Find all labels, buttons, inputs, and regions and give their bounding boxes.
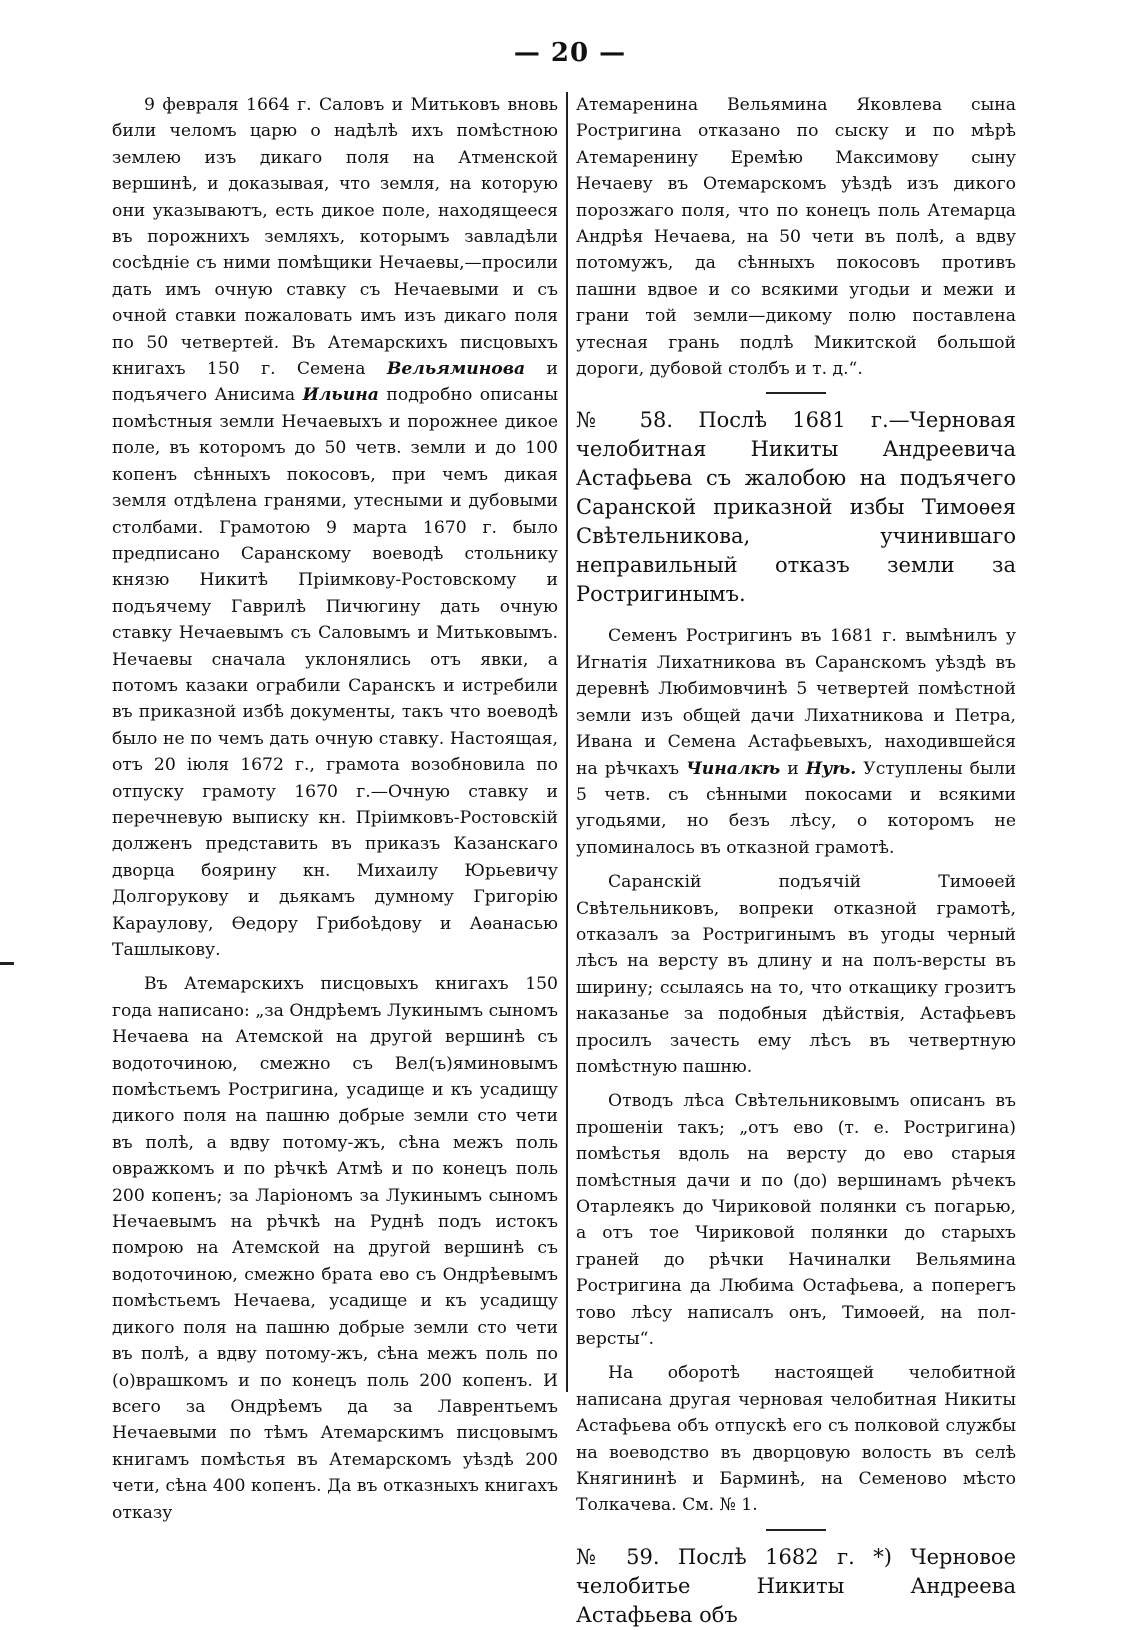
column-divider	[566, 92, 568, 1392]
right-column	[576, 92, 1016, 1630]
river-chinalka: Чиналкѣ	[686, 758, 781, 779]
paragraph-reverse-side: На оборотѣ настоящей челобитной написана другая черновая челобитная Никиты Астафьева объ отпускѣ его съ полковой службы на воеводство въ дворцовую волость въ селѣ Княгининѣ и Барминѣ, на Семеново мѣсто Толкачева. См. № 1.	[576, 1363, 1016, 1516]
river-nuya: Нуѣ.	[805, 758, 857, 779]
paragraph-atemar-books: Въ Атемарскихъ писцовыхъ книгахъ 150 года написано: „за Ондрѣемъ Лукинымъ сыномъ Нечаева на Атемской на другой вершинѣ съ водоточиною, смежно съ Вел(ъ)яминовымъ помѣстьемъ Ростригина, усадище и къ усадищу дикого поля на пашню добрые земли сто чети въ полѣ, а вдву потому-жъ, сѣна межъ поль овражкомъ и по рѣчкѣ Атмѣ и по конецъ поль 200 копенъ; за Ларіономъ за Лукинымъ сыномъ Нечаевымъ на рѣчкѣ на Руднѣ подъ истокъ помрою на Атемской на другой вершинѣ съ водоточиною, смежно брата ево съ Ондрѣевымъ помѣстьемъ Нечаева, усадище и къ усадищу дикого поля на пашню добрые земли сто чети въ полѣ, а вдву потому-жъ, сѣна межъ поль по (о)врашкомъ и по конецъ поль 200 копенъ. И всего за Ондрѣемъ да за Лаврентьемъ Нечаевыми по тѣмъ Атемарскимъ писцовымъ книгамъ помѣстья въ Атемарскомъ уѣздѣ 200 чети, сѣна 400 копенъ. Да въ отказныхъ книгахъ отказу	[112, 974, 558, 1523]
paragraph-continuation: Атемаренина Вельямина Яковлева сына Ростригина отказано по сыску и по мѣрѣ Атемаренину Еремѣю Максимову сыну Нечаеву въ Отемарскомъ уѣздѣ изъ дикого порозжаго поля, что по конецъ поль Атемарца Андрѣя Нечаева, на 50 чети въ полѣ, а вдву потомужъ, да сѣнныхъ покосовъ противъ пашни вдвое и со всякими угодьи и межи и грани той земли—дикому полю поставлена утесная грань подлѣ Микитской большой дороги, дубовой столбъ и т. д.“.	[576, 95, 1016, 380]
text-segment: подробно описаны помѣстныя земли Нечаевыхъ и порожнее дикое поле, въ которомъ до 50 четв. земли и до 100 копенъ сѣнныхъ покосовъ, при чемъ дикая земля отдѣлена гранями, утесными и дубовыми столбами. Грамотою 9 марта 1670 г. было предписано Саранскому воеводѣ стольнику князю Никитѣ Пріимкову-Ростовскому и подъячему Гаврилѣ Пичюгину дать очную ставку Нечаевымъ съ Саловымъ и Митьковымъ. Нечаевы сначала уклонялись отъ явки, а потомъ казаки ограбили Саранскъ и истребили въ приказной избѣ документы, такъ что воеводѣ было не по чемъ дать очную ставку. Настоящая, отъ 20 іюля 1672 г., грамота возобновила по отпуску грамоту 1670 г.—Очную ставку и перечневую выписку кн. Пріимковъ-Ростовскій долженъ представить въ приказъ Казанскаго дворца боярину кн. Михаилу Юрьевичу Долгорукову и дьякамъ думному Григорію Караулову, Ѳедору Грибоѣдову и Аѳанасью Ташлыкову.	[112, 385, 559, 960]
section-separator	[766, 1529, 826, 1531]
name-velyaminov: Вельяминова	[386, 359, 526, 380]
text-segment: и	[787, 758, 799, 779]
page-number: — 20 —	[513, 38, 627, 68]
paragraph-forest-allotment: Отводъ лѣса Свѣтельниковымъ описанъ въ прошеніи такъ; „отъ ево (т. е. Ростригина) помѣстья вдоль на версту до ево старыя помѣстныя дачи и по (до) вершинамъ рѣчекъ Отарлеякъ до Чириковой полянки съ погарью, а отъ тое Чириковой полянки до старыхъ граней до рѣчки Начиналки Вельямина Ростригина да Любима Остафьева, а поперегъ тово лѣсу написалъ онъ, Тимоѳей, на пол-версты“.	[576, 1091, 1016, 1350]
margin-mark	[0, 962, 14, 965]
heading-no-59: № 59. Послѣ 1682 г. *) Черновое челобитье Никиты Андреева Астафьева объ	[576, 1544, 1016, 1627]
heading-no-58: № 58. Послѣ 1681 г.—Черновая челобитная Никиты Андреевича Астафьева съ жалобою на подъячего Саранской приказной избы Тимоѳея Свѣтельникова, учинившаго неправильный отказъ земли за Ростригинымъ.	[576, 408, 1016, 607]
text-segment: и подъячего Анисима	[112, 359, 559, 406]
left-column	[112, 92, 558, 1526]
paragraph-rostrigin-1681	[576, 623, 1016, 861]
section-separator	[766, 392, 826, 394]
paragraph-svetelnikov: Саранскій подъячій Тимоѳей Свѣтельниковъ, вопреки отказной грамотѣ, отказалъ за Ростригинымъ въ угоды черный лѣсъ на версту въ длину и на полъ-версты въ ширину; ссылаясь на то, что откащику грозитъ наказанье за подобныя дѣйствія, Астафьевъ просилъ зачесть ему лѣсъ въ четвертную помѣстную пашню.	[576, 872, 1016, 1077]
text-segment: Семенъ Ростригинъ въ 1681 г. вымѣнилъ у Игнатія Лихатникова въ Саранскомъ уѣздѣ въ деревнѣ Любимовчинѣ 5 четвертей помѣстной земли изъ общей дачи Лихатникова и Петра, Ивана и Семена Астафьевыхъ, находившейся на рѣчкахъ	[576, 626, 1016, 779]
paragraph-feb-1664	[112, 92, 558, 963]
text-segment: 9 февраля 1664 г. Саловъ и Митьковъ вновь били челомъ царю о надѣлѣ ихъ помѣстною землею изъ дикаго поля на Атменской вершинѣ, и доказывая, что земля, на которую они указываютъ, есть дикое поле, находящееся въ порожнихъ земляхъ, которымъ завладѣли сосѣдніе съ ними помѣщики Нечаевы,—просили дать имъ очную ставку съ Нечаевыми и съ очной ставки пожаловать имъ изъ дикаго поля по 50 четвертей. Въ Атемарскихъ писцовыхъ книгахъ 150 г. Семена	[112, 95, 558, 380]
text-segment: Уступлены были 5 четв. съ сѣнными покосами и всякими угодьями, но безъ лѣсу, о которомъ не упоминалось въ отказной грамотѣ.	[576, 758, 1017, 858]
name-ilyin: Ильина	[302, 385, 379, 406]
